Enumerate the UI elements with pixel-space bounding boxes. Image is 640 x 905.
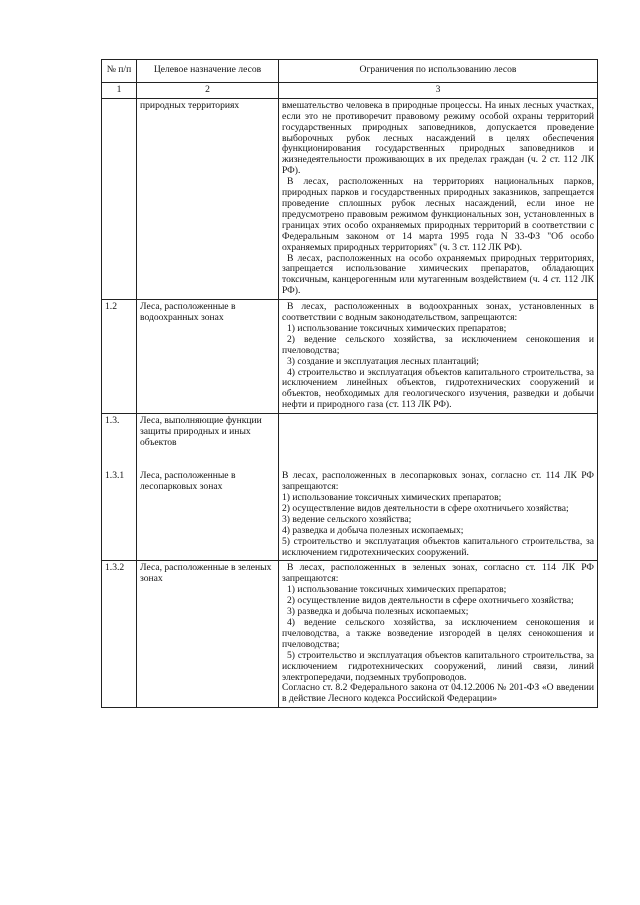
table-row bbox=[102, 561, 598, 708]
restriction-paragraph: 1) использование токсичных химических препаратов; bbox=[287, 322, 507, 334]
row-num: 1.2 bbox=[102, 300, 137, 414]
header-row bbox=[102, 60, 598, 83]
restriction-paragraph: В лесах, расположенных в водоохранных зонах, установленных в соответствии с водным законодательством, запрещаются: bbox=[282, 301, 594, 324]
row-num: 1.3.2 bbox=[102, 561, 137, 708]
index-cell: 3 bbox=[279, 82, 598, 98]
restriction-paragraph: 5) строительство и эксплуатация объектов капитального строительства, за исключением гидротехнических сооружений, линий связи, линий электропередачи, подземных трубопроводов. bbox=[282, 649, 594, 683]
header-restrictions: Ограничения по использованию лесов bbox=[279, 60, 598, 83]
row-purpose-group: Леса, выполняющие функции защиты природных и иных объектов bbox=[140, 415, 262, 448]
restriction-paragraph: вмешательство человека в природные процессы. На иных лесных участках, если это не противоречит правовому режиму особой охраны территорий государственных природных заповедников, допускается проведение выборочных рубок лесных насаждений в целях обеспечения функционирования государственных природных заповедников и жизнедеятельности проживающих в их пределах граждан (ч. 2 ст. 112 ЛК РФ). bbox=[282, 99, 594, 177]
index-row bbox=[102, 82, 598, 98]
row-purpose: природных территориях bbox=[137, 98, 279, 299]
row-restrictions bbox=[279, 561, 598, 708]
row-purpose-sub: Леса, расположенные в лесопарковых зонах bbox=[140, 469, 236, 492]
restriction-paragraph: В лесах, расположенных на особо охраняемых природных территориях, запрещается использование химических препаратов, обладающих токсичным, канцерогенным или мутагенным воздействием (ч. 4 ст. 112 ЛК РФ). bbox=[282, 252, 594, 297]
restriction-paragraph: 4) ведение сельского хозяйства, за исключением сенокошения и пчеловодства, а также возведение изгородей в целях сенокошения и пчеловодства; bbox=[282, 616, 594, 650]
row-restrictions bbox=[279, 98, 598, 299]
restriction-paragraph: 1) использование токсичных химических препаратов; bbox=[287, 584, 507, 596]
restriction-paragraph: 3) разведка и добыча полезных ископаемых; bbox=[287, 606, 469, 618]
restriction-paragraph: 2) ведение сельского хозяйства, за исключением сенокошения и пчеловодства; bbox=[282, 333, 594, 356]
restriction-paragraph: 1) использование токсичных химических препаратов; bbox=[282, 492, 502, 503]
restriction-paragraph: 4) строительство и эксплуатация объектов капитального строительства, за исключением линейных объектов, гидротехнических сооружений и объектов, необходимых для геологического изучения, разведки и добычи нефти и природного газа (ст. 113 ЛК РФ). bbox=[282, 366, 594, 411]
row-num bbox=[102, 98, 137, 299]
restriction-paragraph: 2) осуществление видов деятельности в сфере охотничьего хозяйства; bbox=[287, 595, 574, 607]
row-purpose: Леса, расположенные в зеленых зонах bbox=[137, 561, 279, 708]
row-num-group: 1.3. bbox=[105, 415, 120, 427]
restriction-paragraph: 2) осуществление видов деятельности в сфере охотничьего хозяйства; bbox=[282, 502, 569, 514]
row-restrictions bbox=[279, 300, 598, 414]
row-purpose: Леса, расположенные в водоохранных зонах bbox=[137, 300, 279, 414]
index-cell: 1 bbox=[102, 82, 137, 98]
row-purpose bbox=[137, 414, 279, 561]
restriction-paragraph: В лесах, расположенных на территориях национальных парков, природных парков и государственных природных заказников, запрещается проведение сплошных рубок лесных насаждений, если иное не предусмотрено правовым режимом функциональных зон, установленных в границах этих особо охраняемых природных территорий в соответствии с Федеральным законом от 14 марта 1995 года N 33-ФЗ "Об особо охраняемых природных территориях" (ч. 3 ст. 112 ЛК РФ). bbox=[282, 176, 594, 253]
table-row bbox=[102, 98, 598, 299]
header-purpose: Целевое назначение лесов bbox=[137, 60, 279, 83]
restriction-paragraph: 3) создание и эксплуатация лесных плантаций; bbox=[287, 355, 479, 367]
restriction-paragraph: 5) строительство и эксплуатация объектов капитального строительства, за исключением гидротехнических сооружений. bbox=[282, 535, 594, 558]
restriction-paragraph: Согласно ст. 8.2 Федерального закона от 04.12.2006 № 201-ФЗ «О введении в действие Лесного кодекса Российской Федерации» bbox=[282, 682, 594, 705]
row-num bbox=[102, 414, 137, 561]
restriction-paragraph: В лесах, расположенных в зеленых зонах, согласно ст. 114 ЛК РФ запрещаются: bbox=[282, 562, 594, 585]
row-restrictions bbox=[279, 414, 598, 561]
index-cell: 2 bbox=[137, 82, 279, 98]
forest-restrictions-table bbox=[101, 59, 598, 708]
header-num: № п/п bbox=[102, 60, 137, 83]
restriction-paragraph: 3) ведение сельского хозяйства; bbox=[282, 513, 412, 525]
restriction-paragraph: В лесах, расположенных в лесопарковых зонах, согласно ст. 114 ЛК РФ запрещаются: bbox=[282, 470, 594, 493]
row-num-sub: 1.3.1 bbox=[105, 470, 125, 482]
restriction-paragraph: 4) разведка и добыча полезных ископаемых; bbox=[282, 524, 464, 536]
table-row bbox=[102, 300, 598, 414]
table-row bbox=[102, 414, 598, 561]
